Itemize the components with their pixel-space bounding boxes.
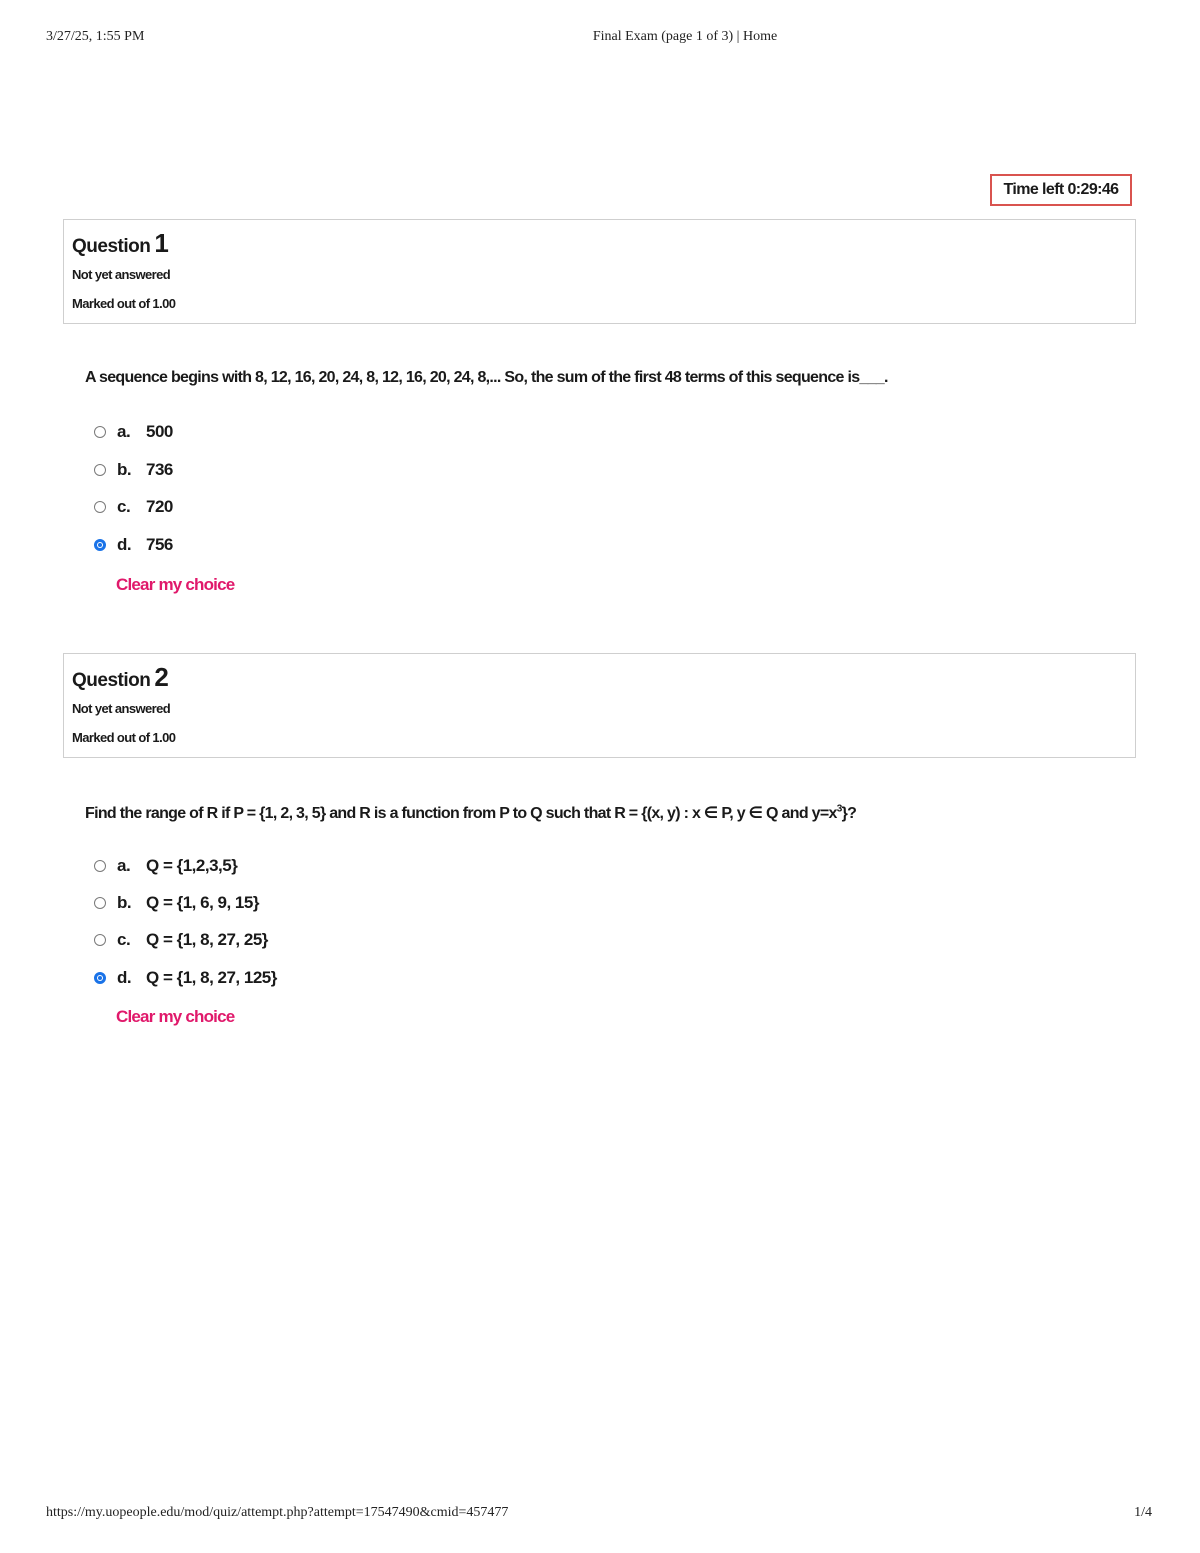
answer-text: Q = {1, 8, 27, 125} bbox=[146, 968, 277, 987]
question-1-answer-b[interactable] bbox=[94, 459, 173, 481]
print-page-title: Final Exam (page 1 of 3) | Home bbox=[592, 29, 778, 44]
radio-button-selected[interactable] bbox=[94, 972, 106, 984]
question-label: Question bbox=[72, 236, 151, 257]
print-datetime: 3/27/25, 1:55 PM bbox=[46, 29, 145, 44]
question-2-text-end: }? bbox=[841, 805, 857, 822]
question-grade: Marked out of 1.00 bbox=[72, 730, 176, 745]
question-label: Question bbox=[72, 670, 151, 691]
radio-button-selected[interactable] bbox=[94, 539, 106, 551]
question-1-clear-choice-link[interactable]: Clear my choice bbox=[116, 575, 235, 594]
question-2-answer-b[interactable] bbox=[94, 892, 259, 914]
question-number: 2 bbox=[154, 662, 169, 692]
question-grade: Marked out of 1.00 bbox=[72, 296, 176, 311]
question-state: Not yet answered bbox=[72, 267, 171, 282]
answer-text: 500 bbox=[146, 422, 173, 441]
radio-button[interactable] bbox=[94, 897, 106, 909]
answer-text: Q = {1, 6, 9, 15} bbox=[146, 893, 259, 912]
answer-letter: a. bbox=[117, 422, 131, 441]
question-2-answer-c[interactable] bbox=[94, 929, 268, 951]
answer-letter: a. bbox=[117, 856, 131, 875]
answer-letter: b. bbox=[117, 460, 132, 479]
question-1-answer-d[interactable] bbox=[94, 534, 173, 556]
answer-letter: d. bbox=[117, 535, 132, 554]
question-1-answer-c[interactable] bbox=[94, 496, 173, 518]
radio-button[interactable] bbox=[94, 860, 106, 872]
radio-button[interactable] bbox=[94, 464, 106, 476]
question-2-title bbox=[72, 662, 168, 693]
answer-text: Q = {1, 8, 27, 25} bbox=[146, 930, 268, 949]
radio-button[interactable] bbox=[94, 501, 106, 513]
answer-text: 756 bbox=[146, 535, 173, 554]
answer-text: 720 bbox=[146, 497, 173, 516]
question-1-info bbox=[63, 219, 1136, 324]
question-2-answer-d[interactable] bbox=[94, 967, 277, 989]
question-number: 1 bbox=[154, 228, 169, 258]
question-2-info bbox=[63, 653, 1136, 758]
answer-text: Q = {1,2,3,5} bbox=[146, 856, 238, 875]
question-2-answer-a[interactable] bbox=[94, 855, 237, 877]
quiz-timer: Time left 0:29:46 bbox=[990, 174, 1132, 206]
question-2-text bbox=[85, 803, 856, 823]
question-2-text-main: Find the range of R if P = {1, 2, 3, 5} and R is a function from P to Q such that R = {(x, y) : x ∈ P, y ∈ Q and y=x bbox=[85, 805, 837, 822]
radio-button[interactable] bbox=[94, 934, 106, 946]
question-1-answer-a[interactable] bbox=[94, 421, 173, 443]
print-url: https://my.uopeople.edu/mod/quiz/attempt.php?attempt=17547490&cmid=457477 bbox=[46, 1505, 509, 1520]
answer-text: 736 bbox=[146, 460, 173, 479]
question-1-text: A sequence begins with 8, 12, 16, 20, 24, 8, 12, 16, 20, 24, 8,... So, the sum of the first 48 terms of this sequence is___. bbox=[85, 369, 888, 386]
answer-letter: d. bbox=[117, 968, 132, 987]
question-2-text-exponent: 3 bbox=[836, 803, 842, 815]
answer-letter: c. bbox=[117, 497, 131, 516]
radio-button[interactable] bbox=[94, 426, 106, 438]
question-1-title bbox=[72, 228, 168, 259]
print-page-number: 1/4 bbox=[1134, 1505, 1152, 1520]
question-2-clear-choice-link[interactable]: Clear my choice bbox=[116, 1007, 235, 1026]
answer-letter: c. bbox=[117, 930, 131, 949]
answer-letter: b. bbox=[117, 893, 132, 912]
question-state: Not yet answered bbox=[72, 701, 171, 716]
